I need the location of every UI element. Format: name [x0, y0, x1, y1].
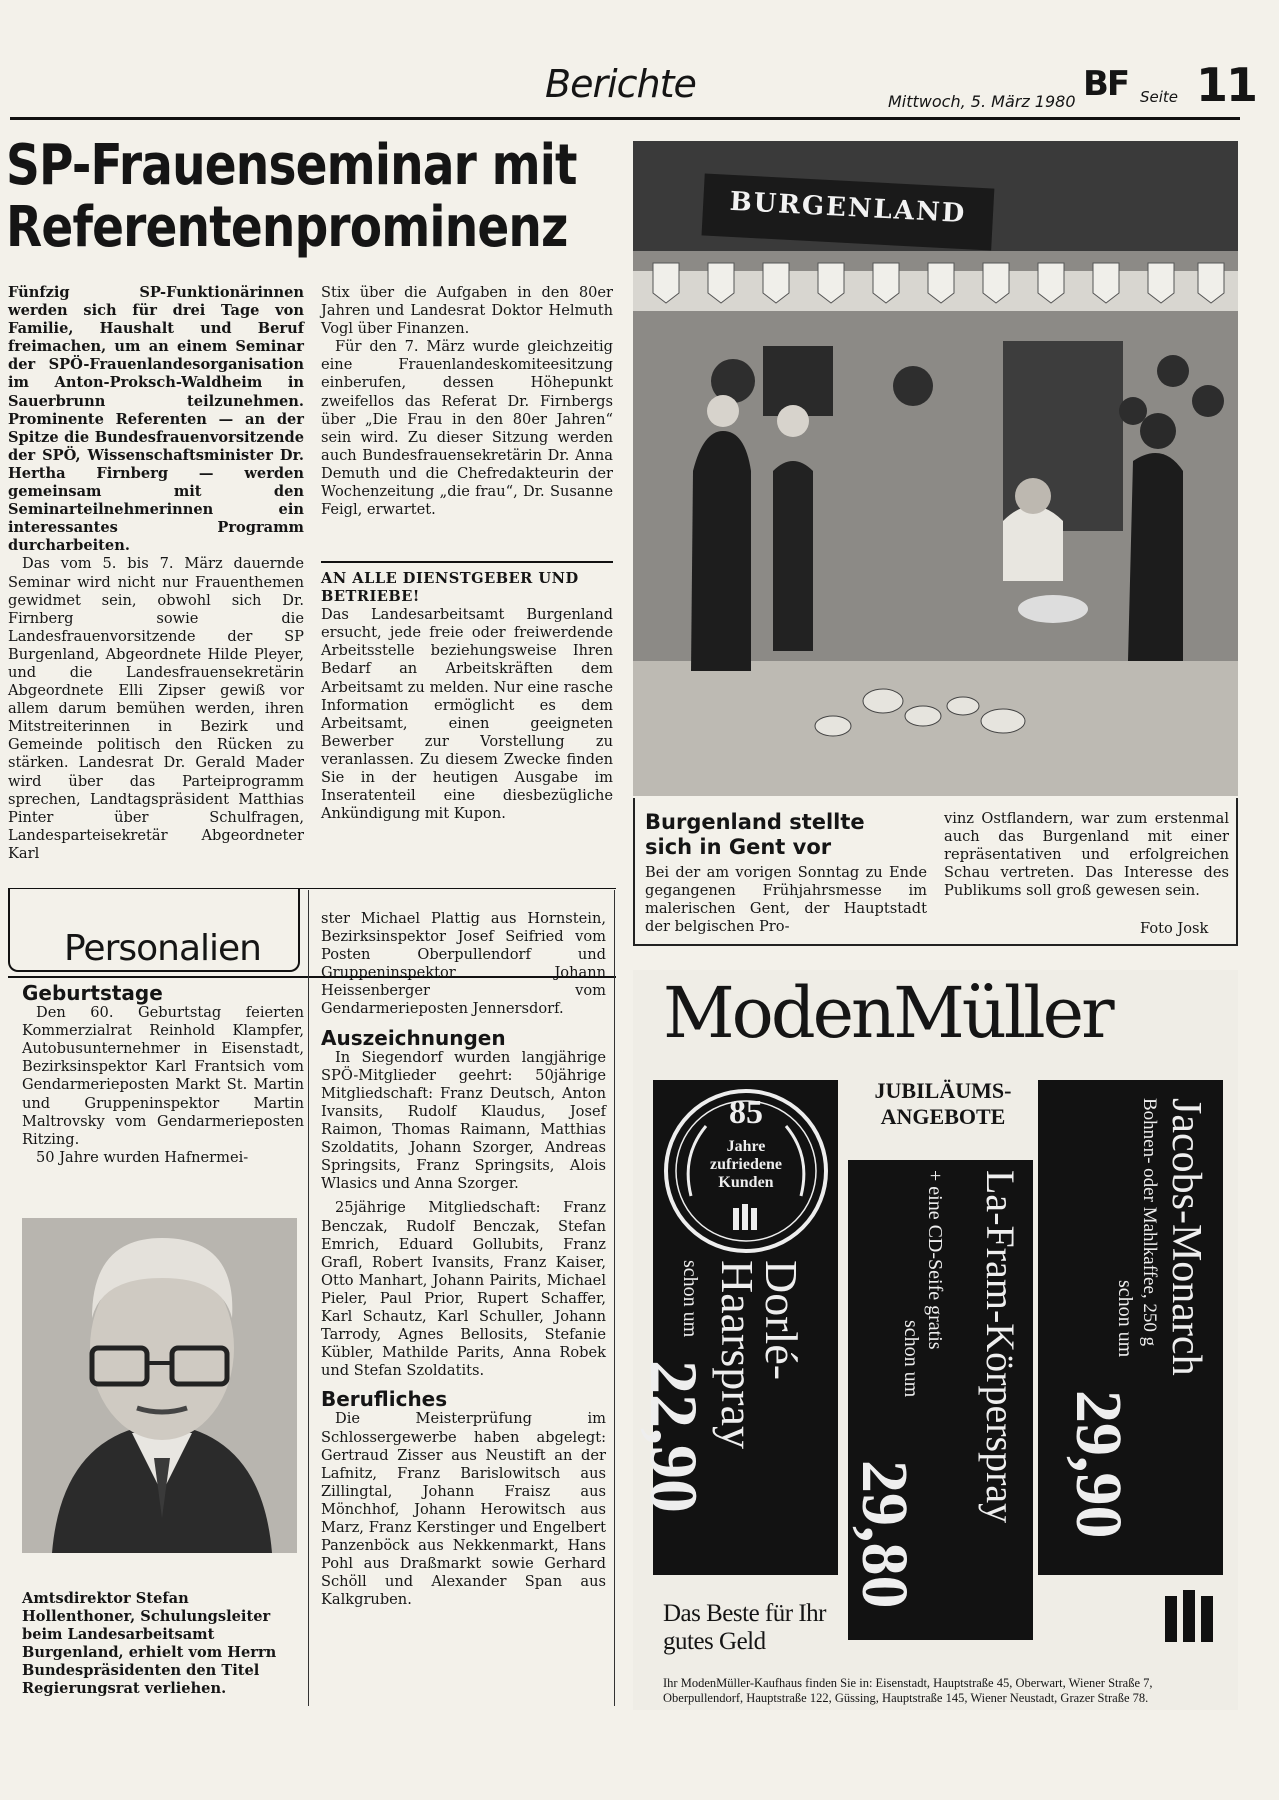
ad-brand: ModenMüller [663, 972, 1112, 1054]
modenmueller-logo-icon [1161, 1588, 1221, 1648]
ad-offer-dorle [636, 1080, 838, 1575]
article-paragraph: Für den 7. März wurde gleichzeitig eine Frauenlandeskomiteesitzung einberufen, dessen Höhepunkt zweifellos das Referat Dr. Firnbergs über „Die Frau in den 80er Jahren“ sein wird. Zu dieser Sitzung werden auch Bundesfrauensekretärin Dr. Anna Demuth und die Chefredakteurin der Wochenzeitung „die frau“, Dr. Susanne Feigl, erwartet. [321, 338, 613, 519]
portrait-photo [22, 1218, 297, 1553]
article-lead: Fünfzig SP-Funktionärinnen werden sich für drei Tage von Familie, Haushalt und Beruf freimachen, um an einem Seminar der SPÖ-Frauenlandesorganisation im Anton-Proksch-Waldheim in Sauerbrunn teilzunehmen. Prominente Referenten — an der Spitze die Bundesfrauenvorsitzende der SPÖ, Wissenschaftsminister Dr. Hertha Firnberg — werden gemeinsam mit den Seminarteilnehmerinnen ein interessantes Programm durcharbeiten. [8, 284, 304, 555]
personalien-continued: ster Michael Plattig aus Hornstein, Bezirksinspektor Josef Seifried vom Posten Oberpullendorf und Gruppeninspektor Johann Heissenberger vom Gendarmerieposten Jennersdorf. [321, 910, 606, 1018]
geburtstage-text: Den 60. Geburtstag feierten Kommerzialrat Reinhold Klampfer, Autobusunternehmer in Eisenstadt, Bezirksinspektor Karl Frantsich vom Gendarmerieposten Markt St. Martin und Gruppeninspektor Martin Maltrovsky vom Gendarmerieposten Ritzing. [22, 1004, 304, 1148]
article-column-2 [321, 284, 613, 519]
personalien-title: Personalien [64, 928, 262, 969]
column-separator [614, 890, 615, 1706]
jacobs-extra: Bohnen- oder Mahlkaffee, 250 g [1139, 1098, 1160, 1347]
ad-jubilaeum: JUBILÄUMS-ANGEBOTE [874, 1078, 1012, 1129]
notice-box [321, 570, 613, 823]
column-divider [321, 561, 613, 563]
article-headline [6, 135, 577, 259]
personalien-column-2 [321, 910, 606, 1609]
photo-caption-title: Burgenland stellte sich in Gent vor [645, 810, 865, 859]
jacobs-prefix: schon um [1114, 1280, 1136, 1358]
fifty-years-text: 50 Jahre wurden Hafnermei- [36, 1148, 249, 1166]
modenmueller-ad [633, 970, 1238, 1710]
photo-credit: Foto Josk [1140, 920, 1209, 937]
article-paragraph: Stix über die Aufgaben in den 80er Jahren und Landesrat Doktor Helmuth Vogl über Finanzen. [321, 284, 613, 338]
notice-title: AN ALLE DIENSTGEBER UND BETRIEBE! [321, 570, 579, 606]
section-title: Berichte [545, 62, 696, 106]
berufliches-text: Die Meisterprüfung im Schlossergewerbe haben abgelegt: Gertraud Zisser aus Neustift an der Lafnitz, Franz Barislowitsch aus Zillingtal, Johann Fraisz aus Mönchhof, Johann Herowitsch aus Marz, Franz Kerstinger und Engelbert Panzenböck aus Nekkenmarkt, Hans Pohl aus Draßmarkt sowie Gerhard Schöll und Alexander Span aus Kalkgruben. [321, 1410, 606, 1609]
photo-caption-left: Bei der am vorigen Sonntag zu Ende gegangenen Frühjahrsmesse im malerischen Gent, der Hauptstadt der belgischen Pro- [645, 864, 927, 936]
auszeichnungen-text: In Siegendorf wurden langjährige SPÖ-Mitglieder geehrt: 50jährige Mitgliedschaft: Franz Deutsch, Anton Ivansits, Rudolf Klaudus, Josef Raimon, Thomas Raimann, Matthias Szoldatits, Johann Szorger, Andreas Springsits, Franz Springsits, Alois Wlasics und Anna Szorger. [321, 1048, 606, 1193]
laframe-product: La-Fram-Körperspray [978, 1170, 1023, 1524]
burgenland-booth-photo [633, 141, 1238, 796]
page-label: Seite [1140, 88, 1179, 106]
headline-line-2: Referentenprominenz [6, 195, 568, 260]
laframe-price: 29,80 [848, 1460, 921, 1609]
badge-text: Jahre zufriedene Kunden [710, 1138, 782, 1191]
ad-slogan: Das Beste für Ihr gutes Geld [663, 1600, 826, 1655]
page-number: 11 [1196, 58, 1257, 112]
portrait-caption: Amtsdirektor Stefan Hollenthoner, Schulungsleiter beim Landesarbeitsamt Burgenland, erhielt vom Herrn Bundespräsidenten den Titel Regierungsrat verliehen. [22, 1590, 277, 1698]
burgenland-banner: BURGENLAND [728, 186, 968, 230]
badge-number: 85 [729, 1094, 763, 1131]
ad-store-locations: Ihr ModenMüller-Kaufhaus finden Sie in: Eisenstadt, Hauptstraße 45, Oberwart, Wiener Straße 7, Oberpullendorf, Hauptstraße 122, Güssing, Hauptstraße 145, Wiener Neustadt, Grazer Straße 78. [663, 1676, 1153, 1705]
headline-line-1: SP-Frauenseminar mit [6, 133, 577, 198]
column-separator [308, 890, 309, 1706]
auszeichnungen-heading: Auszeichnungen [321, 1025, 506, 1050]
dorle-prefix: schon um [679, 1260, 701, 1338]
jacobs-price: 29,90 [1062, 1390, 1135, 1539]
notice-text: Das Landesarbeitsamt Burgenland ersucht, jede freie oder freiwerdende Arbeitsstelle beziehungsweise Ihren Bedarf an Arbeitskräften dem Arbeitsamt zu melden. Nur eine rasche Information ermöglicht es dem Arbeitsamt, einen geeigneten Bewerber zur Vorstellung zu veranlassen. Zu diesem Zwecke finden Sie in der heutigen Ausgabe im Inseratenteil eine diesbezügliche Ankündigung mit Kupon. [321, 606, 613, 823]
ad-offer-laframe [848, 1160, 1033, 1640]
dorle-product: Dorlé-Haarspray [712, 1260, 807, 1450]
laframe-extra: + eine CD-Seife gratis [924, 1170, 946, 1350]
personalien-column-1 [22, 980, 304, 1167]
geburtstage-heading: Geburtstage [22, 981, 163, 1005]
berufliches-heading: Berufliches [321, 1387, 448, 1412]
ad-offer-jacobs [1038, 1080, 1223, 1575]
newspaper-logo: BF [1083, 64, 1129, 104]
photo-scene [633, 141, 1238, 796]
membership-25-text: 25jährige Mitgliedschaft: Franz Benczak, Rudolf Benczak, Stefan Emrich, Eduard Gollubits, Franz Grafl, Robert Ivansits, Franz Kaiser, Otto Manhart, Johann Pairits, Michael Pieler, Paul Prior, Rupert Schaffer, Karl Schautz, Karl Schuller, Johann Tarrody, Agnes Bellosits, Stefanie Kübler, Mathilde Parits, Anna Robek und Stefan Szoldatits. [321, 1199, 606, 1380]
photo-caption-right: vinz Ostflandern, war zum erstenmal auch das Burgenland mit einer repräsentativen und erfolgreichen Schau vertreten. Das Interesse des Publikums soll groß gewesen sein. [944, 810, 1229, 900]
laframe-prefix: schon um [900, 1320, 922, 1398]
article-column-1 [8, 284, 304, 863]
jacobs-product: Jacobs-Monarch [1163, 1098, 1209, 1376]
issue-date: Mittwoch, 5. März 1980 [888, 92, 1076, 111]
article-paragraph: Das vom 5. bis 7. März dauernde Seminar wird nicht nur Frauenthemen gewidmet sein, obwohl sich Dr. Firnberg sowie die Landesfrauenvorsitzende der SP Burgenland, Abgeordnete Hilde Pleyer, und die Landesfrauensekretärin Abgeordnete Elli Zipser gewiß vor allem darum bemühen werden, ihren Mitstreiterinnen in Bezirk und Gemeinde politisch den Rücken zu stärken. Landesrat Dr. Gerald Mader wird über das Parteiprogramm sprechen, Landtagspräsident Matthias Pinter über Schulfragen, Landesparteisekretär Abgeordneter Karl [8, 555, 304, 862]
portrait-figure [22, 1218, 297, 1553]
header-rule [10, 117, 1240, 120]
dorle-price: 22,90 [636, 1360, 712, 1513]
